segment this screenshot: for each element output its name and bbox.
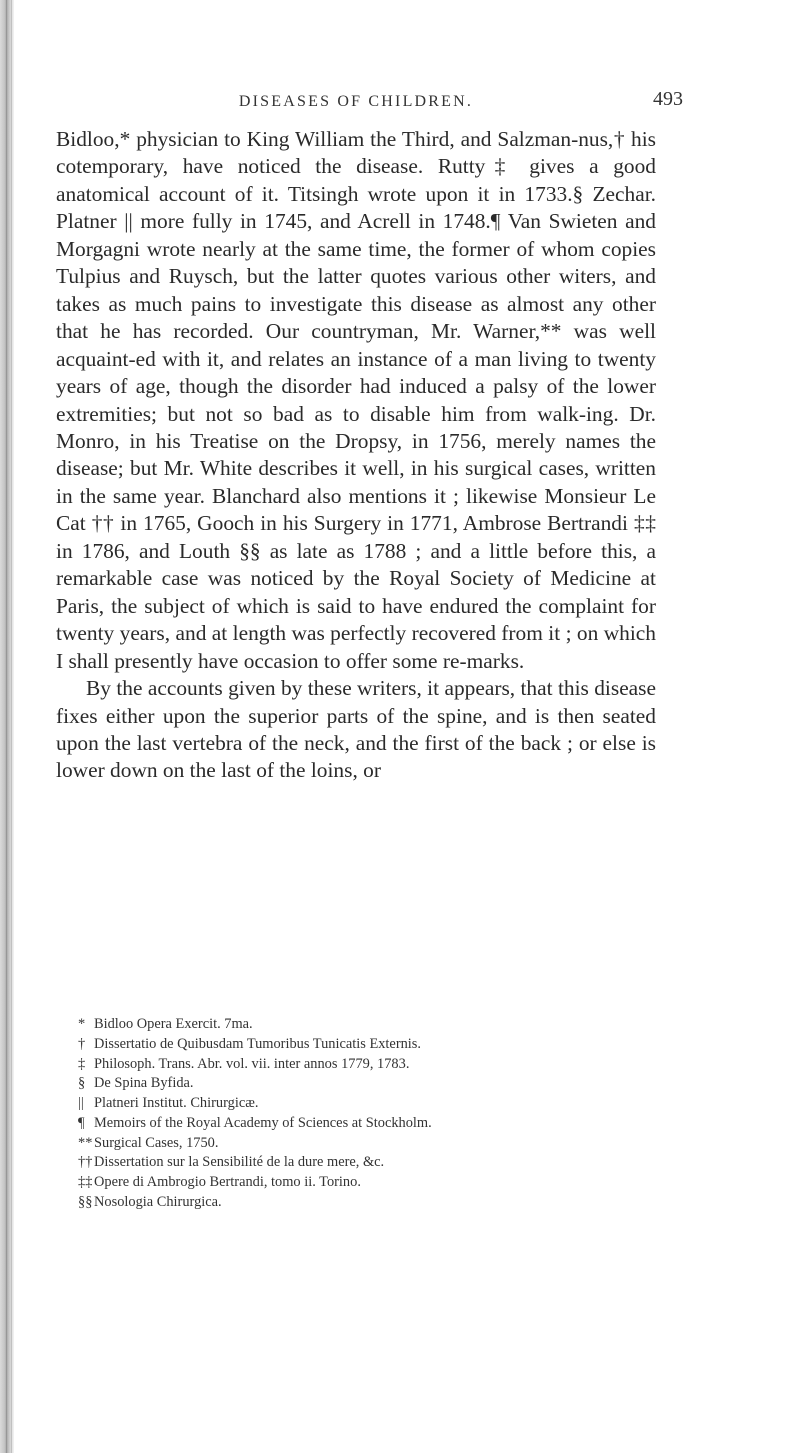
footnote-text: Dissertatio de Quibusdam Tumoribus Tunicatis Externis. — [94, 1035, 421, 1052]
footnote-text: Nosologia Chirurgica. — [94, 1193, 222, 1210]
spine-edge-line — [11, 0, 12, 1453]
footnote — [78, 1134, 668, 1154]
footnote-mark: ¶ — [78, 1114, 85, 1131]
footnotes — [78, 1015, 668, 1213]
paragraph-1: Bidloo,* physician to King William the Third, and Salzman‐nus,† his cotemporary, have noticed the disease. Rutty‡ gives a good anatomical account of it. Titsingh wrote upon it in 1733.§ Zechar. Platner || more fully in 1745, and Acrell in 1748.¶ Van Swieten and Morgagni wrote nearly at the same time, the former of whom copies Tulpius and Ruysch, but the latter quotes various other witers, and takes as much pains to investigate this disease as almost any other that he has recorded. Our countryman, Mr. Warner,** was well acquaint‐ed with it, and relates an instance of a man living to twenty years of age, though the disorder had induced a palsy of the lower extremities; but not so bad as to disable him from walk‐ing. Dr. Monro, in his Treatise on the Dropsy, in 1756, merely names the disease; but Mr. White describes it well, in his surgical cases, written in the same year. Blanchard also mentions it ; likewise Monsieur Le Cat †† in 1765, Gooch in his Surgery in 1771, Ambrose Bertrandi ‡‡ in 1786, and Louth §§ as late as 1788 ; and a little before this, a remarkable case was noticed by the Royal Society of Medicine at Paris, the subject of which is said to have endured the complaint for twenty years, and at length was perfectly recovered from it ; on which I shall presently have occasion to offer some re‐marks. — [56, 127, 656, 673]
footnote-mark: § — [78, 1075, 86, 1092]
footnote — [78, 1015, 668, 1035]
footnote-text: Philosoph. Trans. Abr. vol. vii. inter annos 1779, 1783. — [94, 1055, 410, 1072]
page-number: 493 — [653, 88, 683, 110]
footnote-text: Dissertation sur la Sensibilité de la dure mere, &c. — [94, 1154, 385, 1171]
footnote — [78, 1055, 668, 1075]
footnote-mark: †† — [78, 1154, 93, 1171]
footnote — [78, 1193, 668, 1213]
footnote — [78, 1074, 668, 1094]
body-text — [56, 126, 656, 785]
footnote-text: Memoirs of the Royal Academy of Sciences at Stockholm. — [94, 1114, 432, 1131]
running-title: DISEASES OF CHILDREN. — [238, 93, 474, 110]
footnote — [78, 1094, 668, 1114]
footnote-text: Platneri Institut. Chirurgicæ. — [94, 1095, 259, 1111]
footnote-text: Opere di Ambrogio Bertrandi, tomo ii. Torino. — [94, 1174, 361, 1190]
footnote-mark: * — [78, 1016, 86, 1032]
footnote-text: Bidloo Opera Exercit. 7ma. — [94, 1016, 253, 1032]
footnote — [78, 1173, 668, 1193]
footnote-mark: ‡‡ — [78, 1174, 93, 1190]
book-spine-shadow — [0, 0, 14, 1453]
footnote-mark: ‡ — [78, 1055, 86, 1072]
paragraph-2: By the accounts given by these writers, it appears, that this disease fixes either upon the superior parts of the spine, and is then seated upon the last vertebra of the neck, and the first of the back ; or else is lower down on the last of the loins, or — [56, 676, 656, 783]
running-head — [56, 88, 683, 118]
footnote-text: De Spina Byfida. — [94, 1075, 194, 1092]
footnote-mark: † — [78, 1035, 86, 1052]
footnote-text: Surgical Cases, 1750. — [94, 1134, 219, 1151]
footnote — [78, 1153, 668, 1173]
spine-edge-line — [6, 0, 7, 1453]
footnote-mark: §§ — [78, 1193, 93, 1210]
footnote — [78, 1035, 668, 1055]
footnote — [78, 1114, 668, 1134]
footnote-mark: || — [78, 1095, 84, 1111]
footnote-mark: ** — [78, 1134, 93, 1151]
